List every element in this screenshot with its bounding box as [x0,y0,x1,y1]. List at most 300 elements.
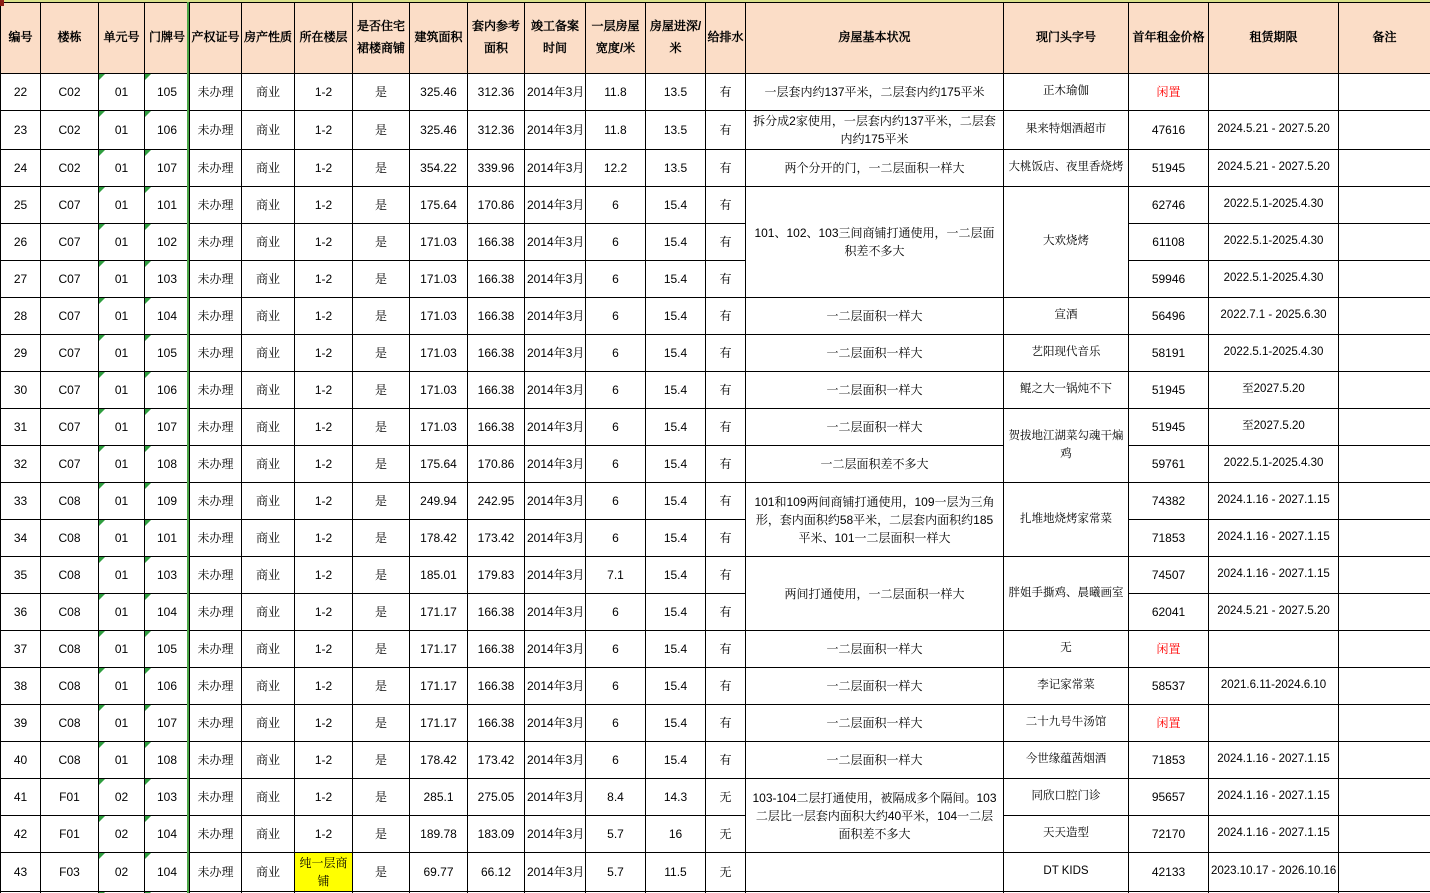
cell-podium[interactable]: 是 [353,631,410,668]
cell-area[interactable]: 171.03 [410,224,468,261]
cell-rent[interactable]: 42133 [1129,853,1209,892]
cell-floor[interactable]: 1-2 [295,742,353,779]
cell-drainage[interactable]: 有 [706,187,746,224]
cell-area[interactable]: 325.46 [410,111,468,150]
cell-floor[interactable]: 1-2 [295,446,353,483]
cell-inner_area[interactable]: 242.95 [468,483,525,520]
cell-completion[interactable]: 2014年3月 [525,779,586,816]
cell-podium[interactable]: 是 [353,446,410,483]
cell-unit[interactable] [99,74,145,111]
cell-nature[interactable]: 商业 [242,261,295,298]
cell-note[interactable] [1339,150,1430,187]
cell-rent[interactable]: 95657 [1129,779,1209,816]
cell-width_m[interactable]: 6 [586,224,646,261]
cell-unit[interactable] [99,779,145,816]
cell-area[interactable]: 178.42 [410,742,468,779]
header-no[interactable]: 编号 [1,3,41,74]
cell-podium[interactable]: 是 [353,111,410,150]
cell-lease[interactable]: 2024.1.16 - 2027.1.15 [1209,816,1339,853]
cell-podium[interactable]: 是 [353,187,410,224]
cell-cert[interactable]: 未办理 [190,409,242,446]
cell-building[interactable]: C07 [41,409,99,446]
cell-rent[interactable]: 58191 [1129,335,1209,372]
cell-no[interactable]: 34 [1,520,41,557]
cell-lease[interactable]: 2024.5.21 - 2027.5.20 [1209,111,1339,150]
cell-no[interactable]: 36 [1,594,41,631]
cell-depth_m[interactable]: 15.4 [646,631,706,668]
cell-podium[interactable]: 是 [353,853,410,892]
cell-rent[interactable]: 71853 [1129,742,1209,779]
cell-rent[interactable]: 56496 [1129,298,1209,335]
cell-cert[interactable]: 未办理 [190,224,242,261]
cell-note[interactable] [1339,446,1430,483]
cell-floor[interactable]: 1-2 [295,74,353,111]
cell-floor[interactable]: 1-2 [295,409,353,446]
cell-condition[interactable]: 一二层面积一样大 [746,742,1004,779]
cell-nature[interactable]: 商业 [242,372,295,409]
cell-unit[interactable] [99,224,145,261]
cell-podium[interactable]: 是 [353,816,410,853]
cell-area[interactable]: 249.94 [410,483,468,520]
cell-completion[interactable]: 2014年3月 [525,111,586,150]
header-inner_area[interactable]: 套内参考面积 [468,3,525,74]
cell-inner_area[interactable]: 179.83 [468,557,525,594]
cell-shop[interactable]: 李记家常菜 [1004,668,1129,705]
cell-area[interactable]: 171.17 [410,668,468,705]
cell-building[interactable]: C08 [41,557,99,594]
cell-width_m[interactable]: 6 [586,742,646,779]
cell-rent[interactable]: 59761 [1129,446,1209,483]
cell-nature[interactable]: 商业 [242,446,295,483]
cell-no[interactable]: 32 [1,446,41,483]
cell-inner_area[interactable]: 166.38 [468,372,525,409]
cell-no[interactable]: 39 [1,705,41,742]
cell-unit[interactable] [99,742,145,779]
cell-rent[interactable]: 71853 [1129,520,1209,557]
cell-no[interactable]: 31 [1,409,41,446]
cell-nature[interactable]: 商业 [242,483,295,520]
header-note[interactable]: 备注 [1339,3,1430,74]
cell-cert[interactable]: 未办理 [190,74,242,111]
cell-nature[interactable]: 商业 [242,224,295,261]
cell-width_m[interactable]: 6 [586,335,646,372]
cell-area[interactable]: 171.03 [410,409,468,446]
cell-unit[interactable] [99,668,145,705]
cell-width_m[interactable]: 5.7 [586,853,646,892]
cell-lease[interactable]: 2022.5.1-2025.4.30 [1209,335,1339,372]
cell-area[interactable]: 175.64 [410,446,468,483]
cell-lease[interactable]: 2023.10.17 - 2026.10.16 [1209,853,1339,892]
header-completion[interactable]: 竣工备案时间 [525,3,586,74]
cell-width_m[interactable]: 6 [586,668,646,705]
cell-building[interactable]: C08 [41,742,99,779]
cell-floor[interactable]: 1-2 [295,298,353,335]
cell-inner_area[interactable]: 166.38 [468,668,525,705]
cell-width_m[interactable]: 7.1 [586,557,646,594]
cell-note[interactable] [1339,705,1430,742]
cell-inner_area[interactable]: 166.38 [468,594,525,631]
cell-depth_m[interactable]: 15.4 [646,520,706,557]
cell-inner_area[interactable]: 66.12 [468,853,525,892]
cell-width_m[interactable]: 5.7 [586,816,646,853]
cell-podium[interactable]: 是 [353,409,410,446]
cell-unit[interactable] [99,631,145,668]
cell-no[interactable]: 33 [1,483,41,520]
cell-floor[interactable]: 1-2 [295,187,353,224]
cell-completion[interactable]: 2014年3月 [525,261,586,298]
cell-condition[interactable]: 一二层面积差不多大 [746,446,1004,483]
cell-shop[interactable]: DT KIDS [1004,853,1129,892]
cell-nature[interactable]: 商业 [242,668,295,705]
cell-no[interactable]: 22 [1,74,41,111]
cell-width_m[interactable]: 6 [586,705,646,742]
cell-rent[interactable]: 51945 [1129,150,1209,187]
cell-lease[interactable]: 2021.6.11-2024.6.10 [1209,668,1339,705]
cell-inner_area[interactable]: 166.38 [468,224,525,261]
cell-door[interactable] [145,631,190,668]
cell-no[interactable]: 29 [1,335,41,372]
cell-width_m[interactable]: 6 [586,594,646,631]
cell-no[interactable]: 27 [1,261,41,298]
cell-completion[interactable]: 2014年3月 [525,335,586,372]
cell-door[interactable] [145,187,190,224]
cell-door[interactable] [145,224,190,261]
cell-area[interactable]: 325.46 [410,74,468,111]
cell-lease[interactable]: 2024.1.16 - 2027.1.15 [1209,520,1339,557]
cell-width_m[interactable]: 8.4 [586,779,646,816]
cell-drainage[interactable]: 有 [706,74,746,111]
cell-door[interactable] [145,150,190,187]
cell-width_m[interactable]: 6 [586,372,646,409]
cell-building[interactable]: C08 [41,483,99,520]
cell-note[interactable] [1339,298,1430,335]
cell-note[interactable] [1339,520,1430,557]
cell-drainage[interactable]: 有 [706,631,746,668]
cell-completion[interactable]: 2014年3月 [525,224,586,261]
cell-cert[interactable]: 未办理 [190,594,242,631]
cell-nature[interactable]: 商业 [242,557,295,594]
cell-floor[interactable]: 1-2 [295,520,353,557]
cell-nature[interactable]: 商业 [242,150,295,187]
cell-door[interactable] [145,668,190,705]
cell-cert[interactable]: 未办理 [190,520,242,557]
cell-shop[interactable]: 鲲之大一锅炖不下 [1004,372,1129,409]
cell-cert[interactable]: 未办理 [190,483,242,520]
cell-no[interactable]: 42 [1,816,41,853]
cell-area[interactable]: 171.03 [410,261,468,298]
cell-note[interactable] [1339,668,1430,705]
cell-note[interactable] [1339,816,1430,853]
cell-no[interactable]: 26 [1,224,41,261]
cell-floor[interactable]: 1-2 [295,483,353,520]
cell-cert[interactable]: 未办理 [190,816,242,853]
cell-note[interactable] [1339,74,1430,111]
cell-floor[interactable]: 1-2 [295,779,353,816]
cell-width_m[interactable]: 11.8 [586,111,646,150]
cell-cert[interactable]: 未办理 [190,187,242,224]
cell-depth_m[interactable]: 15.4 [646,446,706,483]
cell-podium[interactable]: 是 [353,483,410,520]
cell-nature[interactable]: 商业 [242,742,295,779]
cell-podium[interactable]: 是 [353,150,410,187]
cell-condition[interactable] [746,853,1004,892]
cell-inner_area[interactable]: 166.38 [468,335,525,372]
cell-building[interactable]: C02 [41,74,99,111]
cell-width_m[interactable]: 6 [586,409,646,446]
cell-rent[interactable]: 59946 [1129,261,1209,298]
cell-area[interactable]: 178.42 [410,520,468,557]
cell-cert[interactable]: 未办理 [190,742,242,779]
cell-note[interactable] [1339,187,1430,224]
cell-podium[interactable]: 是 [353,74,410,111]
cell-door[interactable] [145,409,190,446]
cell-unit[interactable] [99,111,145,150]
cell-drainage[interactable]: 有 [706,520,746,557]
cell-depth_m[interactable]: 16 [646,816,706,853]
cell-door[interactable] [145,594,190,631]
cell-rent[interactable]: 闲置 [1129,74,1209,111]
cell-rent[interactable]: 74507 [1129,557,1209,594]
cell-condition[interactable]: 一二层面积一样大 [746,668,1004,705]
cell-area[interactable]: 171.17 [410,594,468,631]
cell-no[interactable]: 41 [1,779,41,816]
cell-door[interactable] [145,816,190,853]
cell-inner_area[interactable]: 275.05 [468,779,525,816]
cell-shop[interactable]: 宣酒 [1004,298,1129,335]
cell-area[interactable]: 189.78 [410,816,468,853]
cell-depth_m[interactable]: 15.4 [646,187,706,224]
cell-building[interactable]: C07 [41,298,99,335]
cell-lease[interactable]: 2024.1.16 - 2027.1.15 [1209,557,1339,594]
cell-podium[interactable]: 是 [353,372,410,409]
cell-condition[interactable]: 两间打通使用，一二层面积一样大 [746,557,1004,631]
cell-completion[interactable]: 2014年3月 [525,594,586,631]
cell-drainage[interactable]: 有 [706,372,746,409]
header-cert[interactable]: 产权证号 [190,3,242,74]
cell-width_m[interactable]: 12.2 [586,150,646,187]
cell-drainage[interactable]: 无 [706,853,746,892]
cell-podium[interactable]: 是 [353,779,410,816]
cell-nature[interactable]: 商业 [242,111,295,150]
cell-door[interactable] [145,446,190,483]
cell-drainage[interactable]: 无 [706,779,746,816]
cell-nature[interactable]: 商业 [242,594,295,631]
cell-door[interactable] [145,742,190,779]
cell-door[interactable] [145,74,190,111]
cell-cert[interactable]: 未办理 [190,853,242,892]
cell-no[interactable]: 30 [1,372,41,409]
cell-condition[interactable]: 一二层面积一样大 [746,409,1004,446]
cell-lease[interactable]: 2022.5.1-2025.4.30 [1209,446,1339,483]
cell-inner_area[interactable]: 166.38 [468,261,525,298]
cell-podium[interactable]: 是 [353,557,410,594]
cell-note[interactable] [1339,853,1430,892]
cell-shop[interactable]: 今世缘蕴茜烟酒 [1004,742,1129,779]
cell-drainage[interactable]: 有 [706,150,746,187]
header-area[interactable]: 建筑面积 [410,3,468,74]
cell-shop[interactable]: 贺拔地江湖菜勾魂干煸鸡 [1004,409,1129,483]
cell-condition[interactable]: 一二层面积一样大 [746,335,1004,372]
cell-shop[interactable]: 大欢烧烤 [1004,187,1129,298]
cell-drainage[interactable]: 有 [706,224,746,261]
cell-depth_m[interactable]: 15.4 [646,224,706,261]
cell-completion[interactable]: 2014年3月 [525,853,586,892]
cell-drainage[interactable]: 有 [706,557,746,594]
header-lease[interactable]: 租赁期限 [1209,3,1339,74]
cell-podium[interactable]: 是 [353,520,410,557]
header-floor[interactable]: 所在楼层 [295,3,353,74]
cell-note[interactable] [1339,594,1430,631]
cell-depth_m[interactable]: 15.4 [646,335,706,372]
cell-rent[interactable]: 62746 [1129,187,1209,224]
cell-unit[interactable] [99,705,145,742]
cell-completion[interactable]: 2014年3月 [525,187,586,224]
cell-condition[interactable]: 一层套内约137平米，二层套内约175平米 [746,74,1004,111]
cell-nature[interactable]: 商业 [242,779,295,816]
cell-lease[interactable]: 至2027.5.20 [1209,409,1339,446]
cell-depth_m[interactable]: 15.4 [646,705,706,742]
cell-floor[interactable]: 1-2 [295,335,353,372]
cell-depth_m[interactable]: 15.4 [646,298,706,335]
cell-podium[interactable]: 是 [353,705,410,742]
cell-completion[interactable]: 2014年3月 [525,631,586,668]
cell-unit[interactable] [99,150,145,187]
cell-cert[interactable]: 未办理 [190,557,242,594]
cell-drainage[interactable]: 有 [706,446,746,483]
cell-door[interactable] [145,779,190,816]
cell-unit[interactable] [99,409,145,446]
cell-lease[interactable] [1209,631,1339,668]
cell-area[interactable]: 354.22 [410,150,468,187]
cell-cert[interactable]: 未办理 [190,631,242,668]
cell-depth_m[interactable]: 13.5 [646,111,706,150]
cell-lease[interactable]: 2024.5.21 - 2027.5.20 [1209,150,1339,187]
cell-drainage[interactable]: 有 [706,705,746,742]
cell-nature[interactable]: 商业 [242,187,295,224]
cell-door[interactable] [145,483,190,520]
cell-door[interactable] [145,111,190,150]
cell-unit[interactable] [99,557,145,594]
header-nature[interactable]: 房产性质 [242,3,295,74]
cell-shop[interactable]: 同欣口腔门诊 [1004,779,1129,816]
cell-floor[interactable]: 纯一层商铺 [295,853,353,892]
cell-lease[interactable]: 2022.5.1-2025.4.30 [1209,261,1339,298]
header-door[interactable]: 门牌号 [145,3,190,74]
cell-no[interactable]: 24 [1,150,41,187]
cell-drainage[interactable]: 有 [706,483,746,520]
header-width_m[interactable]: 一层房屋宽度/米 [586,3,646,74]
cell-inner_area[interactable]: 183.09 [468,816,525,853]
cell-floor[interactable]: 1-2 [295,668,353,705]
cell-drainage[interactable]: 有 [706,742,746,779]
cell-rent[interactable]: 闲置 [1129,631,1209,668]
cell-rent[interactable]: 47616 [1129,111,1209,150]
cell-building[interactable]: C08 [41,705,99,742]
cell-completion[interactable]: 2014年3月 [525,74,586,111]
cell-nature[interactable]: 商业 [242,705,295,742]
cell-cert[interactable]: 未办理 [190,446,242,483]
cell-no[interactable]: 28 [1,298,41,335]
cell-completion[interactable]: 2014年3月 [525,816,586,853]
cell-floor[interactable]: 1-2 [295,261,353,298]
cell-note[interactable] [1339,631,1430,668]
cell-shop[interactable]: 果来特烟酒超市 [1004,111,1129,150]
header-condition[interactable]: 房屋基本状况 [746,3,1004,74]
cell-shop[interactable]: 二十九号牛汤馆 [1004,705,1129,742]
cell-condition[interactable]: 一二层面积一样大 [746,705,1004,742]
cell-podium[interactable]: 是 [353,261,410,298]
cell-area[interactable]: 171.17 [410,631,468,668]
cell-drainage[interactable]: 有 [706,111,746,150]
cell-depth_m[interactable]: 11.5 [646,853,706,892]
cell-depth_m[interactable]: 13.5 [646,150,706,187]
cell-door[interactable] [145,298,190,335]
cell-drainage[interactable]: 有 [706,298,746,335]
cell-width_m[interactable]: 6 [586,298,646,335]
cell-unit[interactable] [99,446,145,483]
cell-floor[interactable]: 1-2 [295,557,353,594]
cell-note[interactable] [1339,335,1430,372]
cell-condition[interactable]: 两个分开的门，一二层面积一样大 [746,150,1004,187]
cell-depth_m[interactable]: 15.4 [646,557,706,594]
cell-shop[interactable]: 大桃饭店、夜里香烧烤 [1004,150,1129,187]
cell-width_m[interactable]: 6 [586,261,646,298]
header-depth_m[interactable]: 房屋进深/米 [646,3,706,74]
cell-inner_area[interactable]: 166.38 [468,705,525,742]
cell-no[interactable]: 37 [1,631,41,668]
cell-nature[interactable]: 商业 [242,631,295,668]
cell-condition[interactable]: 101和109两间商铺打通使用，109一层为三角形，套内面积约58平米，二层套内面积约185平米、101一二层面积一样大 [746,483,1004,557]
cell-note[interactable] [1339,224,1430,261]
cell-lease[interactable]: 2022.5.1-2025.4.30 [1209,224,1339,261]
cell-unit[interactable] [99,298,145,335]
cell-building[interactable]: F03 [41,853,99,892]
cell-inner_area[interactable]: 339.96 [468,150,525,187]
cell-nature[interactable]: 商业 [242,74,295,111]
cell-cert[interactable]: 未办理 [190,298,242,335]
cell-completion[interactable]: 2014年3月 [525,409,586,446]
cell-condition[interactable]: 103-104二层打通使用，被隔成多个隔间。103二层比一层套内面积大约40平米，104一二层面积差不多大 [746,779,1004,853]
cell-depth_m[interactable]: 15.4 [646,409,706,446]
cell-shop[interactable]: 艺阳现代音乐 [1004,335,1129,372]
cell-cert[interactable]: 未办理 [190,372,242,409]
cell-cert[interactable]: 未办理 [190,261,242,298]
cell-building[interactable]: C02 [41,150,99,187]
cell-depth_m[interactable]: 15.4 [646,668,706,705]
cell-no[interactable]: 35 [1,557,41,594]
cell-inner_area[interactable]: 173.42 [468,742,525,779]
cell-lease[interactable]: 2024.5.21 - 2027.5.20 [1209,594,1339,631]
cell-nature[interactable]: 商业 [242,520,295,557]
cell-podium[interactable]: 是 [353,298,410,335]
cell-drainage[interactable]: 有 [706,594,746,631]
cell-podium[interactable]: 是 [353,668,410,705]
cell-depth_m[interactable]: 15.4 [646,483,706,520]
cell-note[interactable] [1339,409,1430,446]
cell-lease[interactable]: 2024.1.16 - 2027.1.15 [1209,742,1339,779]
cell-floor[interactable]: 1-2 [295,111,353,150]
cell-unit[interactable] [99,816,145,853]
cell-inner_area[interactable]: 173.42 [468,520,525,557]
cell-door[interactable] [145,557,190,594]
cell-completion[interactable]: 2014年3月 [525,742,586,779]
cell-unit[interactable] [99,187,145,224]
cell-shop[interactable]: 正木瑜伽 [1004,74,1129,111]
cell-rent[interactable]: 62041 [1129,594,1209,631]
cell-cert[interactable]: 未办理 [190,705,242,742]
cell-completion[interactable]: 2014年3月 [525,520,586,557]
cell-cert[interactable]: 未办理 [190,111,242,150]
